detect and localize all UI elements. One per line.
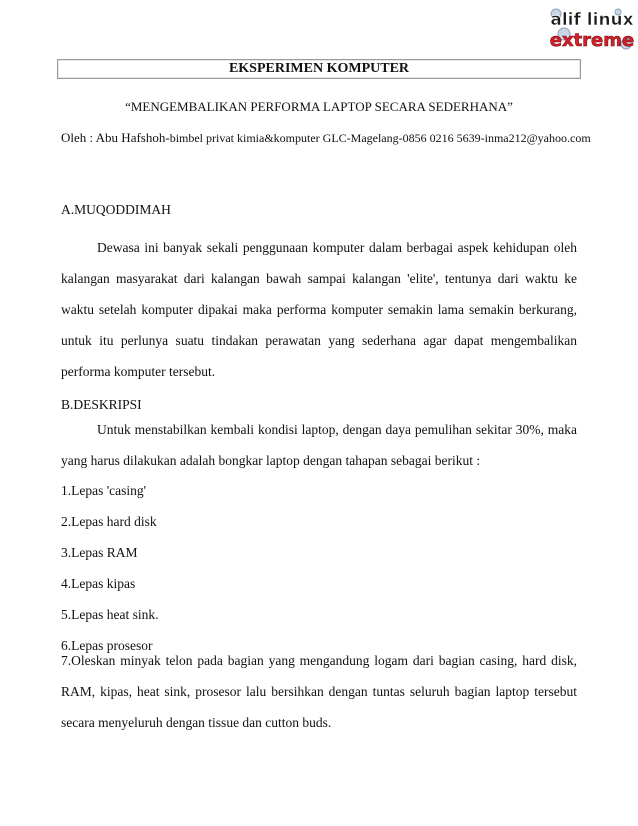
svg-text:alif linux: alif linux	[550, 10, 634, 30]
step-item: 5.Lepas heat sink.	[61, 607, 159, 622]
step-item: 4.Lepas kipas	[61, 576, 136, 591]
section-b-paragraph: Untuk menstabilkan kembali kondisi laptop, dengan daya pemulihan sekitar 30%, maka yang harus dilakukan adalah bongkar laptop dengan tahapan sebagai berikut :	[61, 422, 577, 468]
alif-linux-extreme-logo	[548, 4, 634, 52]
document-title: EKSPERIMEN KOMPUTER	[57, 59, 581, 79]
document-subtitle: “MENGEMBALIKAN PERFORMA LAPTOP SECARA SEDERHANA”	[125, 99, 513, 114]
step-item: 3.Lepas RAM	[61, 545, 138, 560]
step-item: 1.Lepas 'casing'	[61, 483, 147, 498]
author-prefix: Oleh : Abu Hafshoh-	[61, 130, 170, 145]
section-b-heading: B.DESKRIPSI	[61, 397, 142, 412]
step-item: 6.Lepas prosesor	[61, 638, 153, 653]
svg-text:extreme: extreme	[549, 30, 634, 51]
author-line	[61, 130, 591, 146]
section-a-paragraph: Dewasa ini banyak sekali penggunaan komputer dalam berbagai aspek kehidupan oleh kalangan masyarakat dari kalangan bawah sampai kalangan 'elite', tentunya dari waktu ke waktu setelah komputer dipakai maka performa komputer semakin lama semakin berkurang, untuk itu perlunya suatu tindakan perawatan yang sederhana agar dapat mengembalikan performa komputer tersebut.	[61, 240, 577, 379]
step-item: 2.Lepas hard disk	[61, 514, 157, 529]
author-details: bimbel privat kimia&komputer GLC-Magelang-0856 0216 5639-inma212@yahoo.com	[169, 131, 591, 145]
step-item: 7.Oleskan minyak telon pada bagian yang mengandung logam dari bagian casing, hard disk, RAM, kipas, heat sink, prosesor lalu bersihkan dengan tuntas seluruh bagian laptop tersebut secara menyeluruh dengan tissue dan cutton buds.	[61, 653, 577, 730]
section-a-heading: A.MUQODDIMAH	[61, 202, 171, 217]
